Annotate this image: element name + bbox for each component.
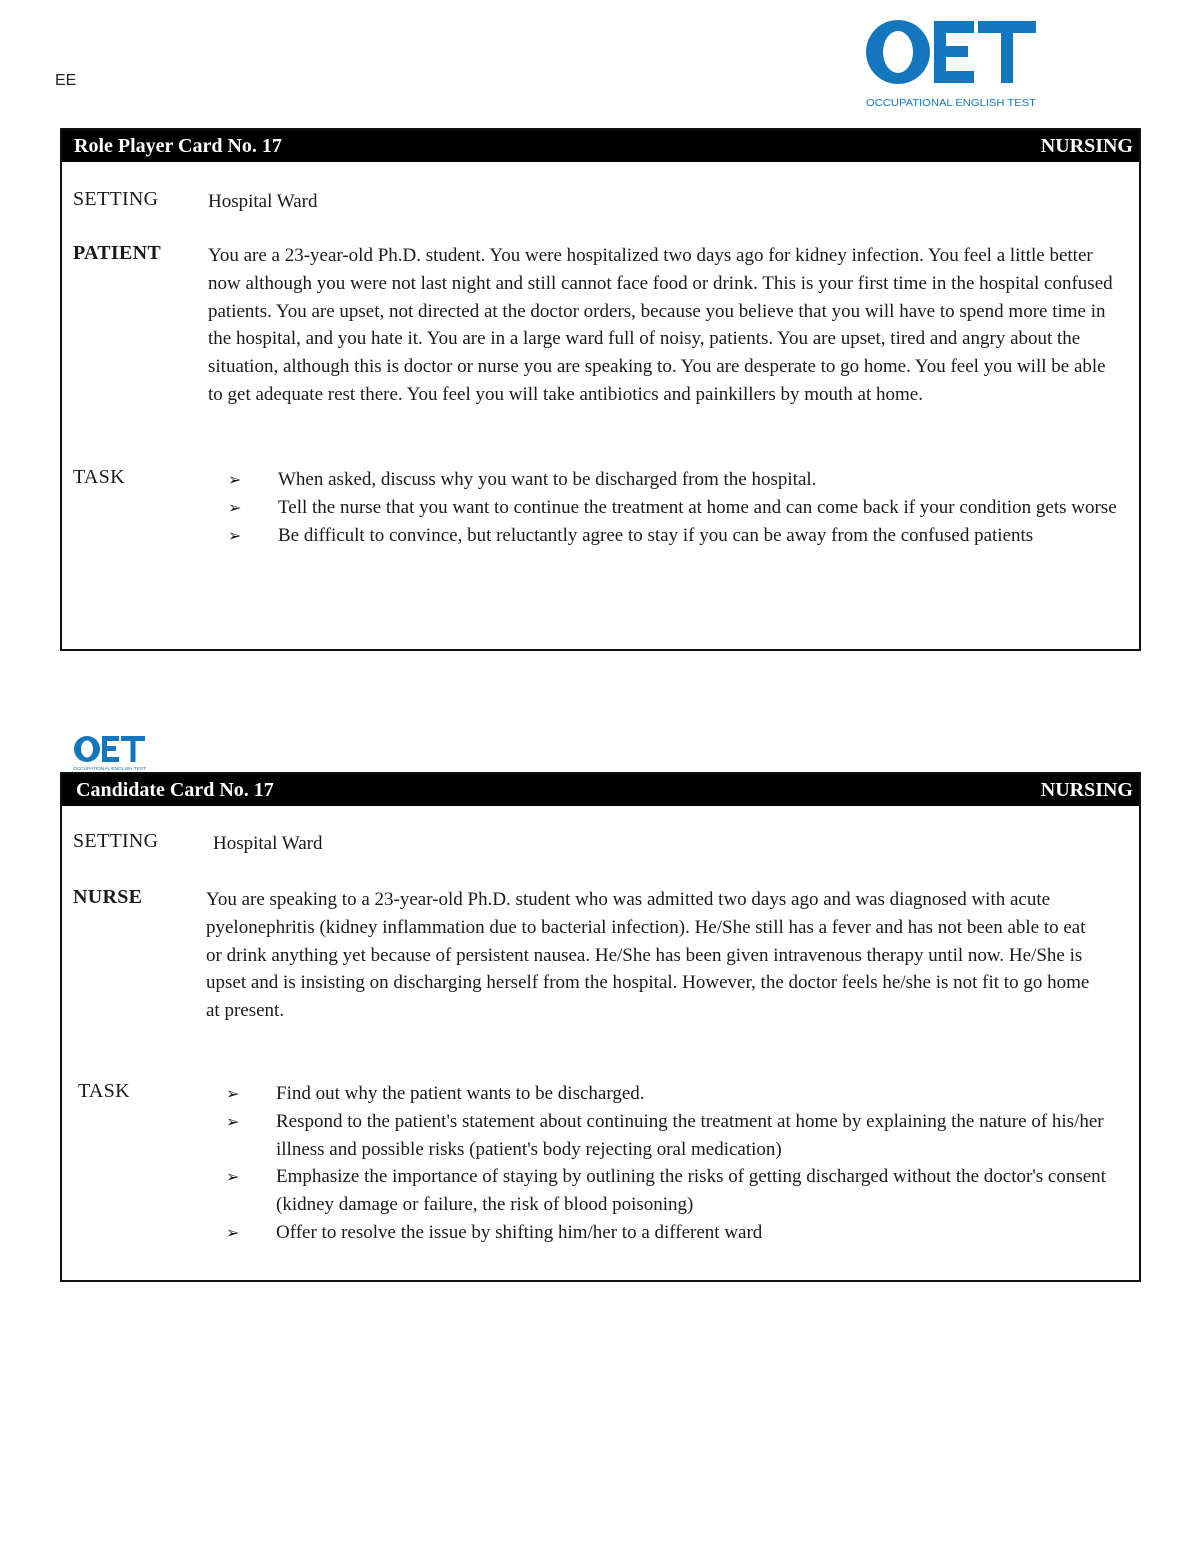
candidate-card-header [62,774,1139,806]
role-patient-text: You are a 23-year-old Ph.D. student. You were hospitalized two days ago for kidney infection. You feel a little better now although you were not last night and still cannot face food or drink. This is your first time in the hospital confused patients. You are upset, not directed at the doctor orders, because you believe that you will have to spend more time in the hospital, and you hate it. You are in a large ward full of noisy, patients. You are upset, tired and angry about the situation, although this is doctor or nurse you are speaking to. You are desperate to go home. You feel you will be able to get adequate rest there. You feel you will take antibiotics and painkillers by mouth at home. [208,245,1113,405]
list-item: ➢ Find out why the patient wants to be discharged. [206,1080,1125,1108]
list-item: ➢ Emphasize the importance of staying by outlining the risks of getting discharged without the doctor's consent (kidney damage or failure, the risk of blood poisoning) [206,1163,1125,1219]
role-card-profession: NURSING [1040,134,1133,157]
role-task-label: TASK [73,466,125,488]
role-setting-value: Hospital Ward [208,191,318,212]
list-item: ➢ When asked, discuss why you want to be discharged from the hospital. [208,466,1125,494]
role-task-list [208,466,1125,549]
oet-logo-small [72,732,148,774]
oet-logo-tagline: OCCUPATIONAL ENGLISH TEST [866,97,1037,109]
list-item: ➢ Tell the nurse that you want to continue the treatment at home and can come back if your condition gets worse [208,494,1125,522]
candidate-setting-label: SETTING [73,830,159,852]
arrow-bullet-icon: ➢ [226,1222,240,1242]
arrow-bullet-icon: ➢ [228,525,242,545]
list-item: ➢ Offer to resolve the issue by shifting him/her to a different ward [206,1219,1125,1247]
arrow-bullet-icon: ➢ [228,497,242,517]
candidate-card-profession: NURSING [1040,778,1133,801]
candidate-task-label: TASK [78,1080,130,1102]
list-item: ➢ Be difficult to convince, but reluctantly agree to stay if you can be away from the confused patients [208,522,1125,550]
list-item: ➢ Respond to the patient's statement about continuing the treatment at home by explaining the nature of his/her illness and possible risks (patient's body rejecting oral medication) [206,1108,1125,1164]
arrow-bullet-icon: ➢ [228,470,242,489]
candidate-card-title: Candidate Card No. 17 [76,778,274,801]
role-card-header [62,130,1139,162]
arrow-bullet-icon: ➢ [226,1111,240,1131]
arrow-bullet-icon: ➢ [226,1084,240,1103]
arrow-bullet-icon: ➢ [226,1167,240,1187]
role-patient-label: PATIENT [73,242,162,264]
page-tag: EE [55,72,77,89]
candidate-setting-value: Hospital Ward [213,833,323,854]
candidate-card [60,772,1141,1282]
candidate-nurse-label: NURSE [73,886,143,908]
oet-logo [862,12,1040,112]
oet-logo-small-tagline: OCCUPATIONAL ENGLISH TEST [73,766,147,771]
candidate-task-list [206,1080,1125,1247]
role-setting-label: SETTING [73,188,159,210]
candidate-nurse-text: You are speaking to a 23-year-old Ph.D. student who was admitted two days ago and was diagnosed with acute pyelonephritis (kidney inflammation due to bacterial infection). He/She still has a fever and has not been able to eat or drink anything yet because of persistent nausea. He/She has been given intravenous therapy until now. He/She is upset and is insisting on discharging herself from the hospital. However, the doctor feels he/she is not fit to go home at present. [206,889,1090,1022]
role-card-title: Role Player Card No. 17 [74,134,282,157]
role-player-card [60,128,1141,651]
